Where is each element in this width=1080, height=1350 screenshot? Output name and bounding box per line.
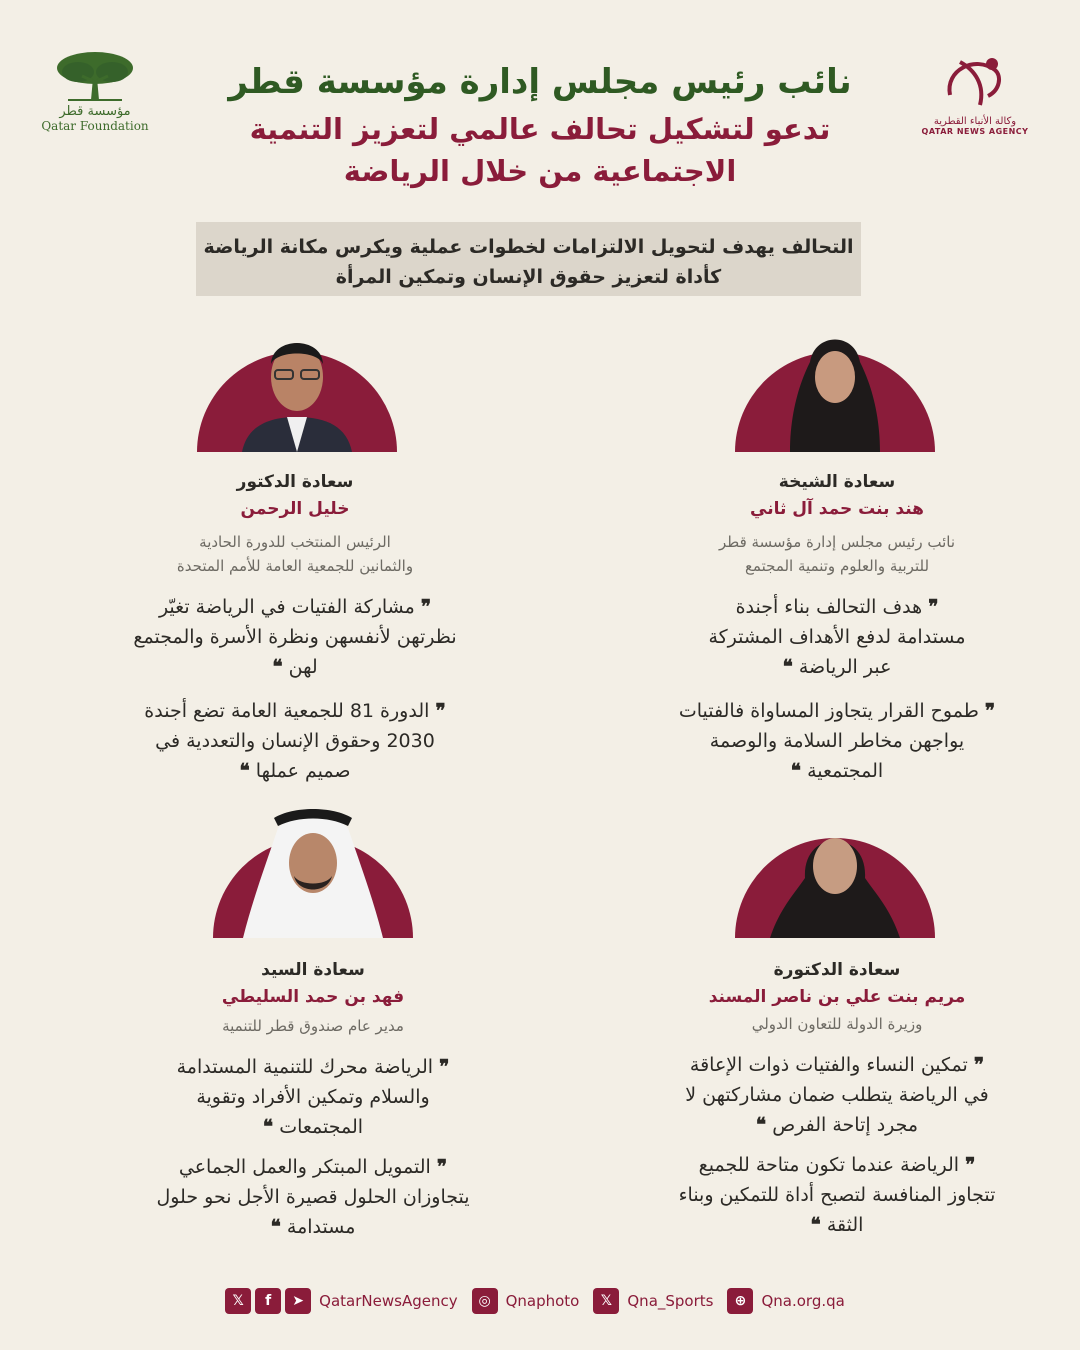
role-line: نائب رئيس مجلس إدارة مؤسسة قطر xyxy=(718,533,955,551)
x-icon[interactable]: 𝕏 xyxy=(225,1288,251,1314)
quote-line: يواجهن مخاطر السلامة والوصمة xyxy=(709,730,965,752)
quote-line: طموح القرار يتجاوز المساواة فالفتيات xyxy=(678,700,979,722)
handle-website[interactable]: Qna.org.qa xyxy=(761,1292,845,1310)
quote-line: يتجاوزان الحلول قصيرة الأجل نحو حلول xyxy=(156,1186,470,1208)
open-quote-icon: ❞ xyxy=(965,1154,976,1176)
telegram-icon[interactable]: ➤ xyxy=(285,1288,311,1314)
role-line: الرئيس المنتخب للدورة الحادية xyxy=(199,533,391,551)
quote-line: مشاركة الفتيات في الرياضة تغيّر xyxy=(158,596,415,618)
quote-line: الدورة 81 للجمعية العامة تضع أجندة xyxy=(144,700,430,722)
quote xyxy=(118,1052,508,1142)
quote-line: صميم عملها xyxy=(255,760,351,782)
quote xyxy=(100,696,490,786)
portrait-hind xyxy=(730,322,940,452)
quote-line: المجتمعات xyxy=(279,1116,364,1138)
close-quote-icon: ❝ xyxy=(262,1116,274,1138)
person-name: خليل الرحمن xyxy=(240,499,350,519)
person-role xyxy=(118,1014,508,1038)
quote xyxy=(642,1050,1032,1140)
quote-line: مستدامة xyxy=(286,1216,356,1238)
quote-line: في الرياضة يتطلب ضمان مشاركتهن لا xyxy=(685,1084,989,1106)
headline: نائب رئيس مجلس إدارة مؤسسة قطر xyxy=(228,62,852,102)
quote-line: الرياضة عندما تكون متاحة للجميع xyxy=(698,1154,960,1176)
subheadline-line2: الاجتماعية من خلال الرياضة xyxy=(343,154,737,188)
open-quote-icon: ❞ xyxy=(928,596,939,618)
qatar-foundation-arabic: مؤسسة قطر xyxy=(59,104,131,119)
close-quote-icon: ❝ xyxy=(272,656,283,678)
close-quote-icon: ❝ xyxy=(790,760,802,782)
quote-line: عبر الرياضة xyxy=(798,656,892,678)
person-hind-block xyxy=(642,468,1032,786)
quote-line: الثقة xyxy=(826,1214,864,1236)
person-title: سعادة الشيخة xyxy=(778,472,896,492)
qna-logo xyxy=(920,50,1030,136)
x-icon[interactable]: 𝕏 xyxy=(593,1288,619,1314)
person-name: هند بنت حمد آل ثاني xyxy=(750,499,924,519)
open-quote-icon: ❞ xyxy=(436,1156,448,1178)
handle-qnaphoto[interactable]: Qnaphoto xyxy=(505,1292,580,1310)
person-khalil-block xyxy=(100,468,490,786)
instagram-icon[interactable]: ◎ xyxy=(472,1288,498,1314)
portrait-fahad xyxy=(208,808,418,938)
globe-icon[interactable]: ⊕ xyxy=(727,1288,753,1314)
quote-line: 2030 وحقوق الإنسان والتعددية في xyxy=(155,730,435,752)
qatar-foundation-logo xyxy=(30,50,160,133)
person-role xyxy=(642,530,1032,578)
open-quote-icon: ❞ xyxy=(973,1054,985,1076)
qna-arabic: وكالة الأنباء القطرية xyxy=(933,116,1017,127)
handle-qatarnewsagency[interactable]: QatarNewsAgency xyxy=(319,1292,458,1310)
quote-line: الرياضة محرك للتنمية المستدامة xyxy=(176,1056,434,1078)
role-line: وزيرة الدولة للتعاون الدولي xyxy=(751,1015,923,1033)
role-line: والثمانين للجمعية العامة للأمم المتحدة xyxy=(176,557,414,575)
quote-line: التمويل المبتكر والعمل الجماعي xyxy=(178,1156,431,1178)
person-name: مريم بنت علي بن ناصر المسند xyxy=(708,987,966,1007)
close-quote-icon: ❝ xyxy=(239,760,250,782)
quote-line: المجتمعية xyxy=(807,760,884,782)
quote-line: والسلام وتمكين الأفراد وتقوية xyxy=(196,1086,430,1108)
qatar-foundation-english: Qatar Foundation xyxy=(41,119,149,133)
quote-line: مجرد إتاحة الفرص xyxy=(772,1114,919,1136)
person-role xyxy=(100,530,490,578)
role-line: للتربية والعلوم وتنمية المجتمع xyxy=(744,557,930,575)
portrait-maryam xyxy=(730,808,940,938)
person-title: سعادة الدكتور xyxy=(236,472,354,492)
summary-banner xyxy=(196,222,861,296)
quote xyxy=(642,696,1032,786)
close-quote-icon: ❝ xyxy=(270,1216,281,1238)
person-title: سعادة الدكتورة xyxy=(773,960,901,980)
facebook-icon[interactable]: f xyxy=(255,1288,281,1314)
open-quote-icon: ❞ xyxy=(435,700,446,722)
portrait-khalil xyxy=(192,322,402,452)
person-role xyxy=(642,1012,1032,1036)
quote xyxy=(118,1152,508,1242)
social-footer xyxy=(0,1284,1080,1318)
quote-line: تتجاوز المنافسة لتصبح أداة للتمكين وبناء xyxy=(678,1184,996,1206)
quote-line: هدف التحالف بناء أجندة xyxy=(735,596,923,618)
banner-line1: التحالف يهدف لتحويل الالتزامات لخطوات عملية ويكرس مكانة الرياضة xyxy=(203,236,854,258)
quote-line: تمكين النساء والفتيات ذوات الإعاقة xyxy=(689,1054,968,1076)
handle-qna-sports[interactable]: Qna_Sports xyxy=(627,1292,714,1310)
banner-line2: كأداة لتعزيز حقوق الإنسان وتمكين المرأة xyxy=(335,266,722,288)
quote-line: نظرتهن لأنفسهن ونظرة الأسرة والمجتمع xyxy=(133,626,457,648)
qna-emblem-icon xyxy=(940,50,1010,110)
quote-line: لهن xyxy=(288,656,318,678)
subheadline-line1: تدعو لتشكيل تحالف عالمي لتعزيز التنمية xyxy=(249,112,831,146)
quote xyxy=(100,592,490,682)
person-maryam-block xyxy=(642,956,1032,1240)
tree-icon xyxy=(50,50,140,102)
close-quote-icon: ❝ xyxy=(755,1114,767,1136)
person-name: فهد بن حمد السليطي xyxy=(221,987,405,1007)
quote xyxy=(642,1150,1032,1240)
quote-line: مستدامة لدفع الأهداف المشتركة xyxy=(708,626,966,648)
open-quote-icon: ❞ xyxy=(984,700,996,722)
quote xyxy=(642,592,1032,682)
open-quote-icon: ❞ xyxy=(439,1056,450,1078)
person-fahad-block xyxy=(118,956,508,1242)
person-title: سعادة السيد xyxy=(261,960,365,980)
role-line: مدير عام صندوق قطر للتنمية xyxy=(222,1017,404,1035)
qna-english: QATAR NEWS AGENCY xyxy=(921,127,1029,136)
close-quote-icon: ❝ xyxy=(782,656,793,678)
open-quote-icon: ❞ xyxy=(420,596,432,618)
close-quote-icon: ❝ xyxy=(810,1214,821,1236)
